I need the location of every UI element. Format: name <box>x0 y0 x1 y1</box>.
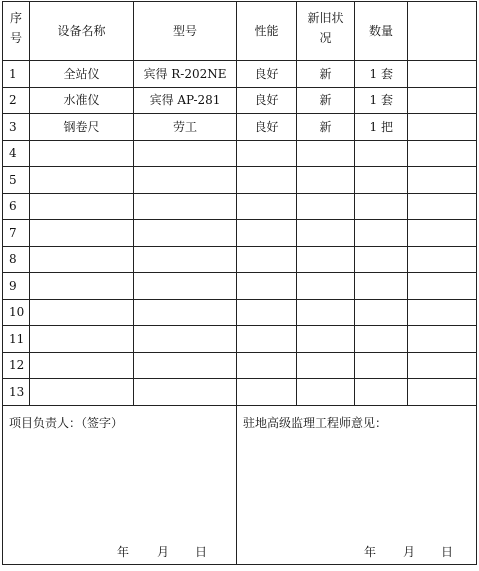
row-performance <box>237 140 297 167</box>
row-model: 宾得 AP-281 <box>134 87 237 114</box>
row-model: 劳工 <box>134 114 237 141</box>
row-quantity <box>355 193 408 220</box>
row-quantity <box>355 299 408 326</box>
row-blank <box>408 220 477 247</box>
row-quantity <box>355 140 408 167</box>
row-quantity <box>355 167 408 194</box>
row-condition <box>297 193 355 220</box>
table-row <box>3 246 477 273</box>
row-model <box>134 193 237 220</box>
row-model <box>134 326 237 353</box>
table-row <box>3 273 477 300</box>
date-day: 日 <box>441 545 454 560</box>
header-condition: 新旧状 况 <box>297 2 355 61</box>
row-performance <box>237 352 297 379</box>
row-name <box>30 352 134 379</box>
row-performance <box>237 193 297 220</box>
supervisor-opinion-label: 驻地高级监理工程师意见： <box>243 415 388 430</box>
row-blank <box>408 193 477 220</box>
row-quantity <box>355 246 408 273</box>
row-name <box>30 140 134 167</box>
row-model <box>134 352 237 379</box>
row-blank <box>408 246 477 273</box>
row-seq: 11 <box>3 326 30 353</box>
table-row <box>3 61 477 88</box>
row-model <box>134 220 237 247</box>
date-month: 月 <box>403 545 416 560</box>
row-seq: 4 <box>3 140 30 167</box>
row-model: 宾得 R-202NE <box>134 61 237 88</box>
row-blank <box>408 167 477 194</box>
header-row <box>3 2 477 61</box>
row-performance <box>237 326 297 353</box>
row-blank <box>408 379 477 406</box>
table-row <box>3 352 477 379</box>
row-condition <box>297 379 355 406</box>
row-blank <box>408 114 477 141</box>
row-seq: 1 <box>3 61 30 88</box>
row-performance <box>237 167 297 194</box>
table-row <box>3 220 477 247</box>
row-model <box>134 379 237 406</box>
row-blank <box>408 87 477 114</box>
row-name <box>30 299 134 326</box>
row-quantity: 1 套 <box>355 87 408 114</box>
row-performance: 良好 <box>237 87 297 114</box>
row-blank <box>408 61 477 88</box>
row-quantity <box>355 273 408 300</box>
row-blank <box>408 140 477 167</box>
row-condition <box>297 220 355 247</box>
row-name: 钢卷尺 <box>30 114 134 141</box>
header-seq: 序 号 <box>3 2 30 61</box>
row-performance <box>237 246 297 273</box>
row-condition <box>297 246 355 273</box>
row-condition: 新 <box>297 114 355 141</box>
signature-row <box>3 405 477 564</box>
table-row <box>3 114 477 141</box>
row-performance <box>237 273 297 300</box>
table-row <box>3 167 477 194</box>
row-quantity <box>355 352 408 379</box>
table-row <box>3 326 477 353</box>
table-row <box>3 379 477 406</box>
date-day: 日 <box>195 545 208 560</box>
row-seq: 6 <box>3 193 30 220</box>
row-blank <box>408 326 477 353</box>
row-quantity: 1 把 <box>355 114 408 141</box>
row-name <box>30 220 134 247</box>
row-seq: 7 <box>3 220 30 247</box>
row-condition: 新 <box>297 61 355 88</box>
row-quantity <box>355 326 408 353</box>
table-row <box>3 193 477 220</box>
row-performance: 良好 <box>237 114 297 141</box>
row-condition <box>297 299 355 326</box>
row-name <box>30 273 134 300</box>
table-row <box>3 87 477 114</box>
row-seq: 12 <box>3 352 30 379</box>
row-quantity <box>355 220 408 247</box>
row-condition <box>297 352 355 379</box>
row-name <box>30 379 134 406</box>
row-condition <box>297 273 355 300</box>
row-blank <box>408 352 477 379</box>
row-name <box>30 246 134 273</box>
row-seq: 8 <box>3 246 30 273</box>
table-row <box>3 140 477 167</box>
row-name <box>30 193 134 220</box>
header-blank <box>408 2 477 61</box>
equipment-table <box>2 1 477 565</box>
row-model <box>134 167 237 194</box>
row-blank <box>408 273 477 300</box>
date-year: 年 <box>117 545 130 560</box>
row-blank <box>408 299 477 326</box>
project-lead-label: 项目负责人：（签字） <box>9 415 124 430</box>
row-condition <box>297 140 355 167</box>
row-name <box>30 167 134 194</box>
row-seq: 10 <box>3 299 30 326</box>
header-quantity: 数量 <box>355 2 408 61</box>
date-year: 年 <box>364 545 377 560</box>
row-model <box>134 246 237 273</box>
row-model <box>134 299 237 326</box>
table-row <box>3 299 477 326</box>
row-seq: 9 <box>3 273 30 300</box>
row-quantity <box>355 379 408 406</box>
row-seq: 13 <box>3 379 30 406</box>
project-lead-signature-cell <box>3 405 237 564</box>
header-performance: 性能 <box>237 2 297 61</box>
row-performance <box>237 220 297 247</box>
date-month: 月 <box>157 545 170 560</box>
row-name: 全站仪 <box>30 61 134 88</box>
row-condition <box>297 167 355 194</box>
header-model: 型号 <box>134 2 237 61</box>
row-condition: 新 <box>297 87 355 114</box>
row-name: 水准仪 <box>30 87 134 114</box>
row-name <box>30 326 134 353</box>
row-condition <box>297 326 355 353</box>
row-seq: 5 <box>3 167 30 194</box>
row-model <box>134 140 237 167</box>
row-performance <box>237 299 297 326</box>
row-model <box>134 273 237 300</box>
row-quantity: 1 套 <box>355 61 408 88</box>
supervisor-opinion-cell <box>237 405 477 564</box>
row-performance <box>237 379 297 406</box>
header-name: 设备名称 <box>30 2 134 61</box>
row-performance: 良好 <box>237 61 297 88</box>
row-seq: 2 <box>3 87 30 114</box>
row-seq: 3 <box>3 114 30 141</box>
